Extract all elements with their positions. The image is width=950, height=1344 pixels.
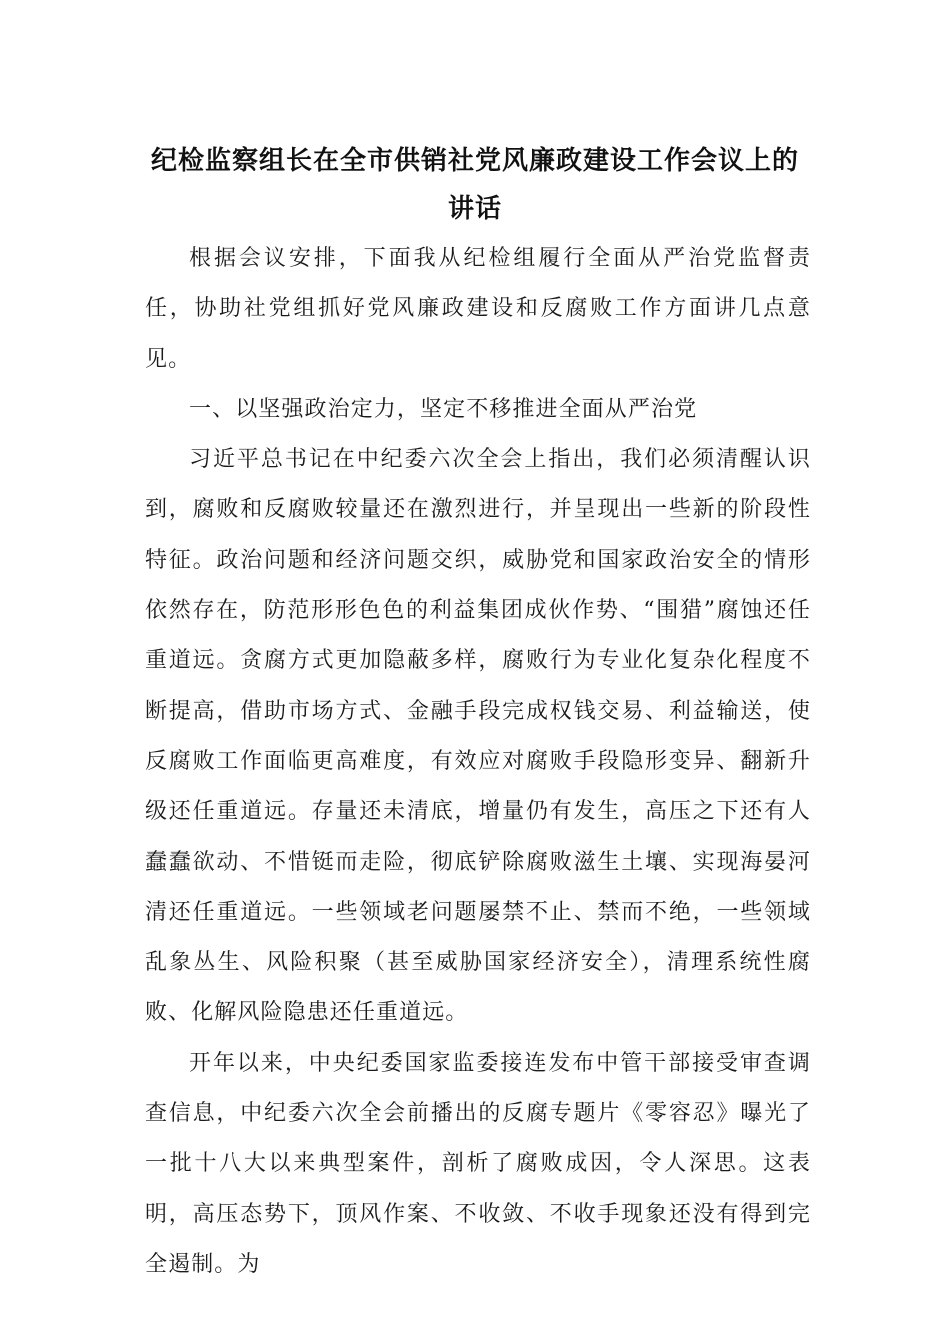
document-body [145, 234, 811, 1290]
document-title: 纪检监察组长在全市供销社党风廉政建设工作会议上的讲话 [150, 146, 799, 224]
paragraph-body: 开年以来，中央纪委国家监委接连发布中管干部接受审查调查信息，中纪委六次全会前播出的反腐专题片《零容忍》曝光了一批十八大以来典型案件，剖析了腐败成因，令人深思。这表明，高压态势下，顶风作案、不收敛、不收手现象还没有得到完全遏制。为 [145, 1050, 811, 1277]
paragraph-body: 习近平总书记在中纪委六次全会上指出，我们必须清醒认识到，腐败和反腐败较量还在激烈进行，并呈现出一些新的阶段性特征。政治问题和经济问题交织，威胁党和国家政治安全的情形依然存在，防范形形色色的利益集团成伙作势、“围猎”腐蚀还任重道远。贪腐方式更加隐蔽多样，腐败行为专业化复杂化程度不断提高，借助市场方式、金融手段完成权钱交易、利益输送，使反腐败工作面临更高难度，有效应对腐败手段隐形变异、翻新升级还任重道远。存量还未清底，增量仍有发生，高压之下还有人蠢蠢欲动、不惜铤而走险，彻底铲除腐败滋生土壤、实现海晏河清还任重道远。一些领域老问题屡禁不止、禁而不绝，一些领域乱象丛生、风险积聚（甚至威胁国家经济安全），清理系统性腐败、化解风险隐患还任重道远。 [145, 447, 811, 1026]
section-heading-1: 一、以坚强政治定力，坚定不移推进全面从严治党 [189, 396, 698, 422]
paragraph-intro: 根据会议安排，下面我从纪检组履行全面从严治党监督责任，协助社党组抓好党风廉政建设和反腐败工作方面讲几点意见。 [145, 246, 811, 372]
